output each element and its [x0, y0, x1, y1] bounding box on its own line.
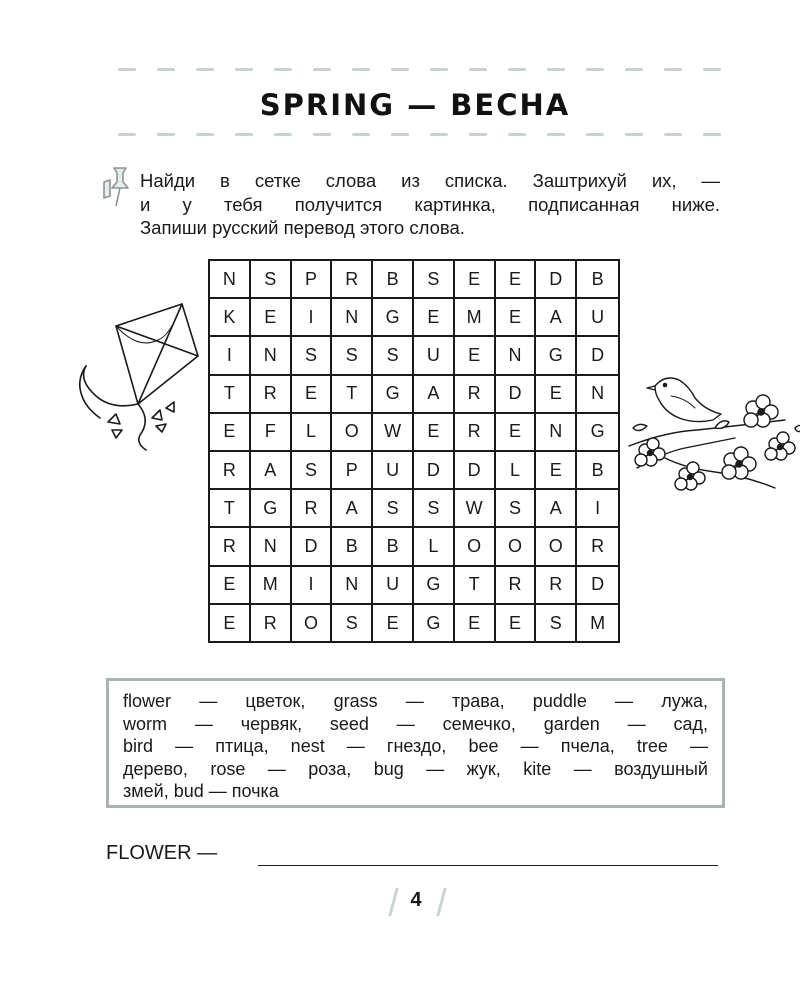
grid-cell[interactable]: E: [251, 299, 292, 337]
grid-cell[interactable]: E: [455, 261, 496, 299]
grid-cell[interactable]: A: [251, 452, 292, 490]
dash: [430, 133, 448, 136]
pushpin-icon: [100, 166, 132, 212]
dash: [703, 68, 721, 71]
grid-cell[interactable]: A: [332, 490, 373, 528]
grid-cell[interactable]: R: [455, 414, 496, 452]
instruction-line: Запиши русский перевод этого слова.: [140, 217, 465, 238]
grid-cell[interactable]: G: [536, 337, 577, 375]
grid-cell[interactable]: S: [536, 605, 577, 643]
grid-cell[interactable]: S: [414, 490, 455, 528]
grid-cell[interactable]: D: [496, 376, 537, 414]
instruction-text: [140, 169, 720, 240]
grid-cell[interactable]: R: [251, 605, 292, 643]
grid-cell[interactable]: I: [292, 567, 333, 605]
grid-cell[interactable]: S: [332, 337, 373, 375]
grid-cell[interactable]: I: [210, 337, 251, 375]
grid-cell[interactable]: B: [577, 452, 618, 490]
grid-cell[interactable]: B: [577, 261, 618, 299]
grid-cell[interactable]: T: [210, 376, 251, 414]
grid-cell[interactable]: R: [292, 490, 333, 528]
dash: [157, 68, 175, 71]
answer-label: FLOWER —: [106, 842, 218, 864]
dash: [196, 133, 214, 136]
grid-cell[interactable]: K: [210, 299, 251, 337]
grid-cell[interactable]: D: [577, 567, 618, 605]
dash: [391, 68, 409, 71]
dash: [235, 68, 253, 71]
grid-cell[interactable]: L: [496, 452, 537, 490]
grid-cell[interactable]: R: [251, 376, 292, 414]
grid-cell[interactable]: W: [373, 414, 414, 452]
grid-cell[interactable]: I: [292, 299, 333, 337]
grid-cell[interactable]: O: [292, 605, 333, 643]
grid-cell[interactable]: W: [455, 490, 496, 528]
vocabulary-box: [106, 678, 725, 808]
grid-cell[interactable]: E: [496, 414, 537, 452]
grid-cell[interactable]: S: [496, 490, 537, 528]
page-number-value: 4: [410, 889, 422, 911]
dash: [313, 133, 331, 136]
bottom-dash-divider: [118, 133, 718, 137]
grid-cell[interactable]: N: [332, 299, 373, 337]
dash: [703, 133, 721, 136]
grid-cell[interactable]: E: [292, 376, 333, 414]
grid-row: [210, 414, 618, 452]
grid-cell[interactable]: R: [210, 528, 251, 566]
dash: [664, 133, 682, 136]
top-dash-divider: [118, 68, 718, 72]
grid-cell[interactable]: P: [292, 261, 333, 299]
grid-cell[interactable]: U: [414, 337, 455, 375]
grid-cell[interactable]: P: [332, 452, 373, 490]
grid-row: [210, 605, 618, 643]
grid-cell[interactable]: S: [373, 490, 414, 528]
grid-cell[interactable]: M: [455, 299, 496, 337]
grid-cell[interactable]: S: [373, 337, 414, 375]
dash: [118, 68, 136, 71]
dash: [547, 133, 565, 136]
grid-cell[interactable]: E: [536, 376, 577, 414]
grid-cell[interactable]: A: [414, 376, 455, 414]
grid-cell[interactable]: G: [373, 376, 414, 414]
grid-cell[interactable]: L: [414, 528, 455, 566]
grid-cell[interactable]: O: [332, 414, 373, 452]
grid-cell[interactable]: N: [536, 414, 577, 452]
grid-cell[interactable]: G: [373, 299, 414, 337]
grid-cell[interactable]: D: [292, 528, 333, 566]
dash: [391, 133, 409, 136]
grid-row: [210, 567, 618, 605]
grid-cell[interactable]: D: [414, 452, 455, 490]
page-number: [388, 886, 448, 916]
instruction-line: и у тебя получится картинка, подписанная ниже.: [140, 193, 720, 215]
grid-cell[interactable]: R: [577, 528, 618, 566]
grid-cell[interactable]: T: [332, 376, 373, 414]
grid-cell[interactable]: E: [373, 605, 414, 643]
grid-cell[interactable]: M: [590, 613, 606, 634]
grid-cell[interactable]: N: [210, 261, 251, 299]
kite-illustration: [72, 300, 212, 460]
grid-row: [210, 452, 618, 490]
grid-cell[interactable]: N: [496, 337, 537, 375]
grid-cell[interactable]: E: [210, 567, 251, 605]
grid-cell[interactable]: E: [455, 337, 496, 375]
grid-cell[interactable]: D: [536, 261, 577, 299]
grid-cell[interactable]: A: [536, 490, 577, 528]
dash: [625, 68, 643, 71]
dash: [547, 68, 565, 71]
grid-cell[interactable]: E: [414, 299, 455, 337]
grid-cell[interactable]: S: [332, 605, 373, 643]
grid-cell[interactable]: U: [373, 567, 414, 605]
vocabulary-line: worm — червяк, seed — семечко, garden — сад,: [123, 713, 708, 734]
page-title: SPRING — ВЕСНА: [259, 88, 571, 122]
grid-cell[interactable]: T: [455, 567, 496, 605]
grid-cell[interactable]: E: [536, 452, 577, 490]
grid-cell[interactable]: S: [292, 452, 333, 490]
grid-cell[interactable]: R: [536, 567, 577, 605]
grid-cell[interactable]: D: [455, 452, 496, 490]
grid-cell[interactable]: E: [496, 299, 537, 337]
grid-cell[interactable]: N: [332, 567, 373, 605]
dash: [274, 68, 292, 71]
grid-cell[interactable]: B: [332, 528, 373, 566]
grid-cell[interactable]: S: [251, 261, 292, 299]
grid-cell[interactable]: S: [292, 337, 333, 375]
grid-cell[interactable]: G: [414, 605, 455, 643]
grid-cell[interactable]: R: [496, 567, 537, 605]
word-search-grid: [208, 259, 620, 643]
dash: [196, 68, 214, 71]
grid-cell[interactable]: B: [373, 528, 414, 566]
dash: [157, 133, 175, 136]
grid-cell[interactable]: G: [251, 490, 292, 528]
grid-cell[interactable]: N: [251, 528, 292, 566]
grid-cell[interactable]: N: [577, 376, 618, 414]
grid-cell[interactable]: R: [210, 452, 251, 490]
grid-cell[interactable]: O: [496, 528, 537, 566]
dash: [352, 133, 370, 136]
grid-cell[interactable]: G: [577, 414, 618, 452]
dash: [625, 133, 643, 136]
grid-cell[interactable]: E: [210, 605, 251, 643]
grid-cell[interactable]: S: [414, 261, 455, 299]
grid-cell[interactable]: E: [414, 414, 455, 452]
dash: [469, 133, 487, 136]
dash: [352, 68, 370, 71]
grid-cell[interactable]: R: [455, 376, 496, 414]
grid-cell[interactable]: B: [373, 261, 414, 299]
vocabulary-line: дерево, rose — роза, bug — жук, kite — воздушный: [123, 758, 708, 779]
grid-cell[interactable]: L: [292, 414, 333, 452]
grid-cell[interactable]: N: [251, 337, 292, 375]
bird-on-branch-illustration: [625, 368, 800, 503]
dash: [664, 68, 682, 71]
vocabulary-line: змей, bud — почка: [123, 781, 279, 801]
grid-cell[interactable]: O: [455, 528, 496, 566]
grid-cell[interactable]: E: [496, 261, 537, 299]
dash: [274, 133, 292, 136]
grid-cell[interactable]: M: [251, 567, 292, 605]
grid-cell[interactable]: D: [577, 337, 618, 375]
dash: [586, 68, 604, 71]
dash: [586, 133, 604, 136]
grid-cell[interactable]: U: [577, 299, 618, 337]
grid-cell[interactable]: E: [496, 605, 537, 643]
grid-cell[interactable]: I: [577, 490, 618, 528]
answer-line[interactable]: [258, 865, 718, 866]
dash: [469, 68, 487, 71]
dash: [508, 68, 526, 71]
grid-cell[interactable]: A: [536, 299, 577, 337]
dash: [313, 68, 331, 71]
dash: [508, 133, 526, 136]
grid-cell[interactable]: R: [332, 261, 373, 299]
grid-cell[interactable]: E: [210, 414, 251, 452]
grid-row: [210, 261, 618, 299]
vocabulary-line: bird — птица, nest — гнездо, bee — пчела, tree —: [123, 736, 708, 756]
grid-cell[interactable]: G: [414, 567, 455, 605]
dash: [118, 133, 136, 136]
dash: [235, 133, 253, 136]
grid-row: [210, 528, 618, 566]
grid-row: [210, 376, 618, 414]
grid-cell[interactable]: U: [373, 452, 414, 490]
grid-cell[interactable]: E: [455, 605, 496, 643]
instruction-line: Найди в сетке слова из списка. Заштрихуй их, —: [140, 170, 720, 191]
grid-row: [210, 299, 618, 337]
grid-row: [210, 490, 618, 528]
vocabulary-line: flower — цветок, grass — трава, puddle — лужа,: [123, 691, 708, 711]
grid-cell[interactable]: O: [536, 528, 577, 566]
dash: [430, 68, 448, 71]
grid-cell[interactable]: T: [210, 490, 251, 528]
grid-row: [210, 337, 618, 375]
grid-cell[interactable]: F: [251, 414, 292, 452]
